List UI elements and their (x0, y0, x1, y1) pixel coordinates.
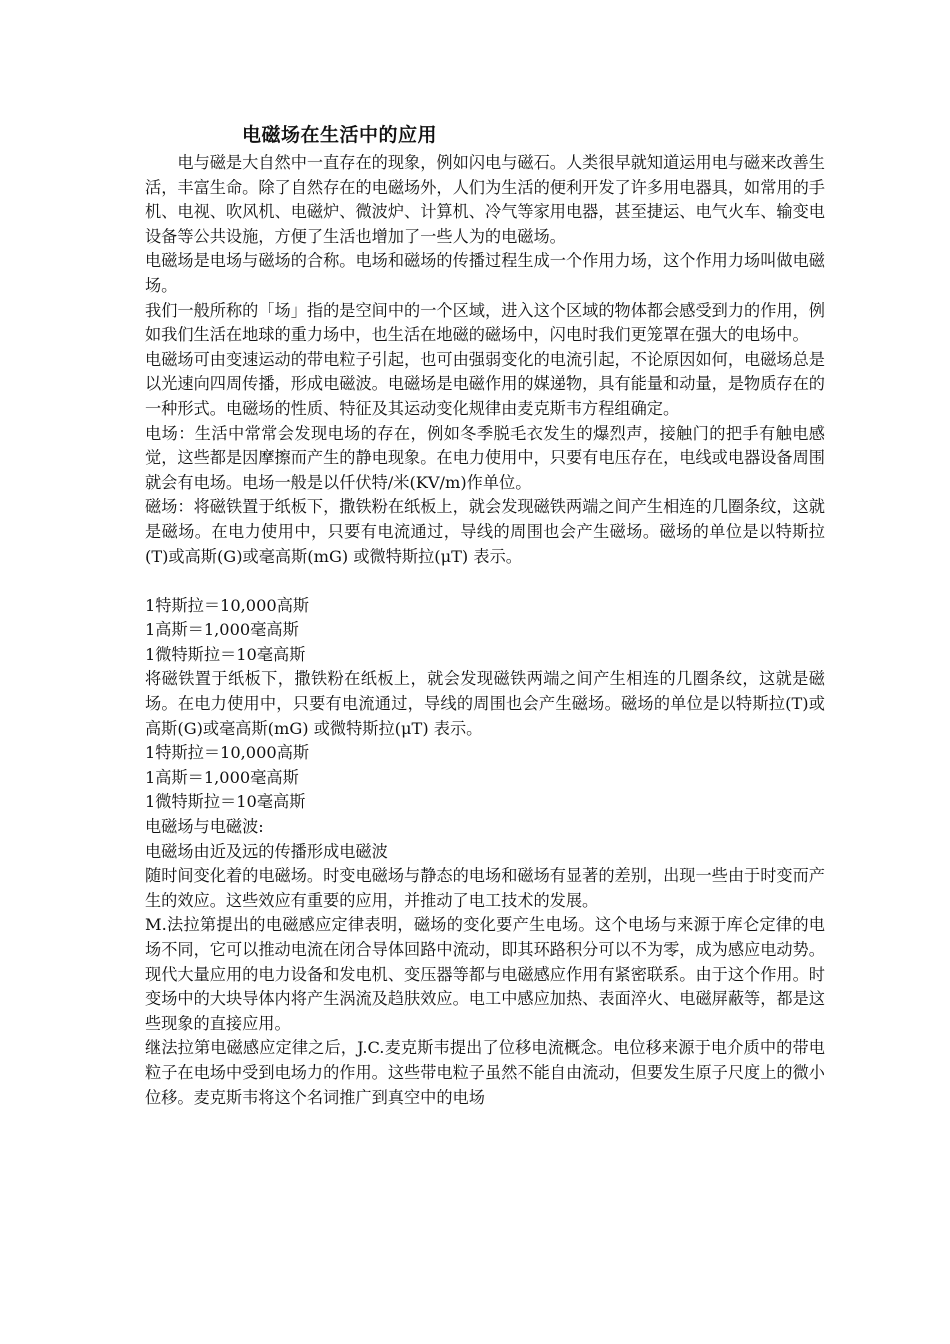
unit-conversion-gauss: 1高斯＝1,000毫高斯 (145, 620, 299, 640)
paragraph-magnetic-field: 磁场：将磁铁置于纸板下，撒铁粉在纸板上，就会发现磁铁两端之间产生相连的几圈条纹，这就是磁场。在电力使用中，只要有电流通过，导线的周围也会产生磁场。磁场的单位是以特斯拉(T)或高斯(G)或毫高斯(mG) 或微特斯拉(μT) 表示。 (145, 497, 825, 566)
paragraph-magnetic-field-repeat: 将磁铁置于纸板下，撒铁粉在纸板上，就会发现磁铁两端之间产生相连的几圈条纹，这就是磁场。在电力使用中，只要有电流通过，导线的周围也会产生磁场。磁场的单位是以特斯拉(T)或高斯(G)或毫高斯(mG) 或微特斯拉(μT) 表示。 (145, 669, 825, 738)
paragraph-intro: 电与磁是大自然中一直存在的现象，例如闪电与磁石。人类很早就知道运用电与磁来改善生活，丰富生命。除了自然存在的电磁场外，人们为生活的便利开发了许多用电器具，如常用的手机、电视、吹风机、电磁炉、微波炉、计算机、冷气等家用电器，甚至捷运、电气火车、输变电设备等公共设施，方便了生活也增加了一些人为的电磁场。 (145, 153, 825, 246)
paragraph-electric-field: 电场：生活中常常会发现电场的存在，例如冬季脱毛衣发生的爆烈声，接触门的把手有触电感觉，这些都是因摩擦而产生的静电现象。在电力使用中，只要有电压存在，电线或电器设备周围就会有电场。电场一般是以仟伏特/米(KV/m)作单位。 (145, 423, 825, 492)
blank-line (145, 569, 825, 594)
paragraph-maxwell-displacement: 继法拉第电磁感应定律之后，J.C.麦克斯韦提出了位移电流概念。电位移来源于电介质中的带电粒子在电场中受到电场力的作用。这些带电粒子虽然不能自由流动，但要发生原子尺度上的微小位移。麦克斯韦将这个名词推广到真空中的电场 (145, 1038, 825, 1107)
paragraph-em-propagation: 电磁场可由变速运动的带电粒子引起，也可由强弱变化的电流引起，不论原因如何，电磁场总是以光速向四周传播，形成电磁波。电磁场是电磁作用的媒递物，具有能量和动量，是物质存在的一种形式。电磁场的性质、特征及其运动变化规律由麦克斯韦方程组确定。 (145, 349, 825, 418)
document-page (145, 122, 825, 1110)
paragraph-faraday-law: M.法拉第提出的电磁感应定律表明，磁场的变化要产生电场。这个电场与来源于库仑定律的电场不同，它可以推动电流在闭合导体回路中流动，即其环路积分可以不为零，成为感应电动势。现代大量应用的电力设备和发电机、变压器等都与电磁感应作用有紧密联系。由于这个作用。时变场中的大块导体内将产生涡流及趋肤效应。电工中感应加热、表面淬火、电磁屏蔽等，都是这些现象的直接应用。 (145, 915, 825, 1033)
paragraph-field-concept: 我们一般所称的「场」指的是空间中的一个区域，进入这个区域的物体都会感受到力的作用，例如我们生活在地球的重力场中，也生活在地磁的磁场中，闪电时我们更笼罩在强大的电场中。 (145, 300, 825, 345)
section-heading: 电磁场与电磁波: (145, 817, 264, 837)
unit-conversion-microtesla: 1微特斯拉＝10毫高斯 (145, 644, 306, 664)
paragraph-definition: 电磁场是电场与磁场的合称。电场和磁场的传播过程生成一个作用力场，这个作用力场叫做电磁场。 (145, 251, 825, 295)
unit-conversion-microtesla: 1微特斯拉＝10毫高斯 (145, 792, 306, 812)
unit-conversion-tesla: 1特斯拉＝10,000高斯 (145, 743, 310, 763)
document-title: 电磁场在生活中的应用 (242, 124, 438, 146)
unit-conversion-gauss: 1高斯＝1,000毫高斯 (145, 767, 299, 787)
section-subheading: 电磁场由近及远的传播形成电磁波 (145, 841, 388, 861)
unit-conversion-tesla: 1特斯拉＝10,000高斯 (145, 595, 310, 615)
paragraph-time-varying-field: 随时间变化着的电磁场。时变电磁场与静态的电场和磁场有显著的差别，出现一些由于时变而产生的效应。这些效应有重要的应用，并推动了电工技术的发展。 (145, 866, 825, 910)
